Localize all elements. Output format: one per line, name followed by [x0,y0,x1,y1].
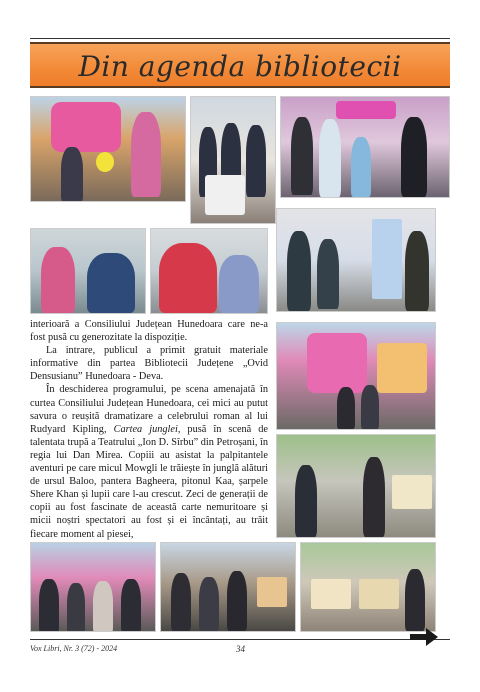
article-paragraph-2: La intrare, publicul a primit gratuit materiale informative din partea Bibliotecii Județene „Ovid Densusianu” Hunedoara - Deva. [30,345,268,383]
photo-pink-stand [280,96,450,198]
photo-face-painting-2 [150,228,268,314]
article-text [30,318,268,541]
article-paragraph-3-end: , pusă în scenă de talentata trupă a Teatrului „Ion D. Sîrbu” din Petroșani, în regia lui Dan Mirea. Copiii au asistat la palpitantele aventuri pe care micul Mowgli le trăiește în junglă alături de ursul Baloo, pantera Bagheera, pitonul Kaa, șarpele Shere Khan și lupii care l-au crescut. Zeci de generații de copii au fost fascinate de această carte nemuritoare și micii noștri spectatori au fost și ei încântați, au trăit fiecare moment al piesei, [30,423,269,540]
photo-easel-paintings [300,542,436,632]
photo-firefighters-stand [276,208,436,312]
article-paragraph-3 [30,383,268,540]
next-page-arrow-icon[interactable] [410,628,438,646]
article-paragraph-1: interioară a Consiliului Județean Hunedoara care ne-a fost pusă cu generozitate la dispoziție. [30,319,268,344]
photo-bouncy-castle-girls [30,96,186,202]
photo-inflatable-castle [276,322,436,430]
photo-art-exhibition [276,434,436,538]
photo-face-painting-1 [30,228,146,314]
header-banner [30,42,450,88]
page-number: 34 [236,644,245,654]
photo-crowd-bouncy [30,542,156,632]
page-title: Din agenda bibliotecii [78,50,402,83]
book-title: Cartea junglei [113,423,178,435]
photo-crowd-stands [160,542,296,632]
bottom-rule [30,639,450,640]
article-paragraph-3-start: În deschiderea programului, pe scena amenajată în curtea Consiliului Județean Hunedoara, cei mici au putut savura o reușită dramatizare a celebrului roman al lui Rudyard Kipling, [30,384,268,435]
top-rule [30,38,450,39]
journal-issue: Vox Libri, Nr. 3 (72) - 2024 [30,644,118,653]
photo-police-stand [190,96,276,224]
